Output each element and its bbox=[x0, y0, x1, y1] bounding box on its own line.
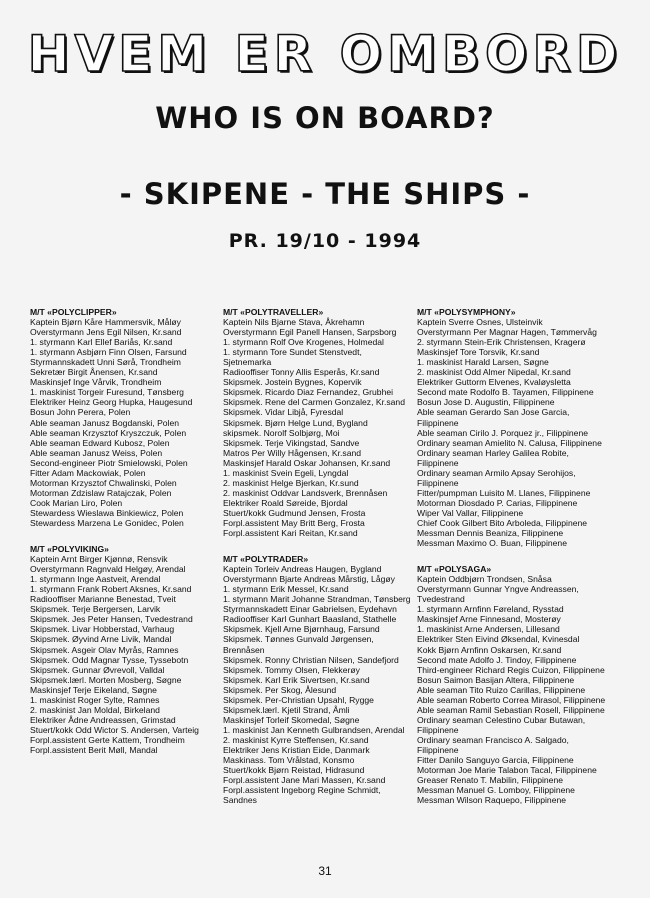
crew-entry: Forpl.assistent May Britt Berg, Frosta bbox=[223, 517, 365, 528]
crew-entry: Maskinsjef Torleif Skomedal, Søgne bbox=[223, 714, 360, 725]
crew-entry: 1. maskinist Arne Andersen, Lillesand bbox=[417, 624, 560, 635]
page-title-english: WHO IS ON BOARD? bbox=[155, 101, 495, 135]
page-number: 31 bbox=[318, 864, 332, 878]
crew-entry: Skipsmek. Terje Bergersen, Larvik bbox=[30, 604, 161, 615]
crew-entry: Able seaman Janusz Bogdanski, Polen bbox=[30, 417, 180, 428]
crew-entry: Skipsmek. Odd Magnar Tysse, Tyssebotn bbox=[30, 654, 189, 665]
crew-entry: Skipsmek. Livar Hobberstad, Varhaug bbox=[30, 624, 175, 635]
crew-entry: 1. styrmann Tore Sundet Stenstvedt, bbox=[223, 347, 362, 358]
crew-entry: 1. styrmann Rolf Ove Krogenes, Holmedal bbox=[223, 337, 384, 348]
crew-entry: Skipsmek.lærl. Kjetil Strand, Åmli bbox=[223, 704, 350, 715]
crew-entry: Second mate Adolfo J. Tindoy, Filippinene bbox=[417, 654, 577, 665]
crew-entry: Radiooffiser Tonny Allis Esperås, Kr.sand bbox=[223, 367, 380, 378]
crew-entry: Messman Dennis Beaniza, Filippinene bbox=[417, 528, 564, 539]
crew-entry: Bosun John Perera, Polen bbox=[30, 407, 131, 418]
crew-entry: Motorman Joe Marie Talabon Tacal, Filippinene bbox=[417, 765, 597, 776]
section-subtitle: - SKIPENE - THE SHIPS - bbox=[119, 177, 531, 211]
crew-entry: Skipsmek. Tønnes Gunvald Jørgensen, bbox=[223, 634, 374, 645]
crew-entry: Matros Per Willy Hågensen, Kr.sand bbox=[223, 447, 362, 458]
crew-entry: 1. styrmann Arnfinn Føreland, Rysstad bbox=[417, 604, 564, 615]
crew-entry: Maskinass. Tom Vrålstad, Konsmo bbox=[223, 755, 355, 766]
crew-entry: skipsmek. Norolf Solbjørg, Moi bbox=[223, 427, 340, 438]
crew-entry: 1. maskinist Harald Larsen, Søgne bbox=[417, 357, 549, 368]
crew-entry: Elektriker Guttorm Elvenes, Kvaløysletta bbox=[417, 377, 571, 388]
crew-entry: Second mate Rodolfo B. Tayamen, Filippinene bbox=[417, 387, 594, 398]
crew-entry: Greaser Renato T. Mabilin, Filippinene bbox=[417, 775, 564, 786]
crew-entry: Maskinsjef Tore Torsvik, Kr.sand bbox=[417, 347, 540, 358]
crew-entry: Ordinary seaman Harley Galilea Robite, bbox=[417, 447, 569, 458]
crew-entry: Skipsmek. Øyvind Arne Livik, Mandal bbox=[30, 634, 172, 645]
crew-entry: Stuert/kokk Bjørn Reistad, Hidrasund bbox=[223, 765, 365, 776]
crew-entry: Sandnes bbox=[223, 795, 257, 806]
crew-entry: Skipsmek. Jostein Bygnes, Kopervik bbox=[223, 377, 362, 388]
crew-entry: Kaptein Torleiv Andreas Haugen, Bygland bbox=[223, 564, 382, 575]
crew-entry: Able seaman Krzysztof Kryszczuk, Polen bbox=[30, 427, 187, 438]
crew-entry: Filippinene bbox=[417, 477, 459, 488]
crew-entry: Skipsmek. Vidar Libjå, Fyresdal bbox=[223, 407, 344, 418]
crew-entry: Stuert/kokk Odd Wictor S. Andersen, Varteig bbox=[30, 724, 199, 735]
crew-entry: Kaptein Arnt Birger Kjønnø, Rensvik bbox=[30, 554, 168, 565]
crew-entry: Overstyrmann Jens Egil Nilsen, Kr.sand bbox=[30, 327, 182, 338]
crew-entry: Skipsmek. Kjell Arne Bjørnhaug, Farsund bbox=[223, 624, 380, 635]
crew-entry: Fitter Adam Mackowiak, Polen bbox=[30, 467, 146, 478]
crew-entry: Skipsmek. Ricardo Diaz Fernandez, Grubhei bbox=[223, 387, 394, 398]
crew-entry: Elektriker Ådne Andreassen, Grimstad bbox=[30, 714, 176, 725]
crew-entry: Fitter Danilo Sanguyo Garcia, Filippinene bbox=[417, 755, 574, 766]
crew-entry: Motorman Diosdado P. Carias, Filippinene bbox=[417, 497, 578, 508]
crew-entry: Elektriker Roald Søreide, Bjordal bbox=[223, 497, 348, 508]
crew-entry: Skipsmek. Jes Peter Hansen, Tvedestrand bbox=[30, 614, 193, 625]
crew-entry: Motorman Krzysztof Chwalinski, Polen bbox=[30, 477, 177, 488]
crew-entry: Radiooffiser Marianne Benestad, Tveit bbox=[30, 594, 176, 605]
ship-name: M/T «POLYCLIPPER» bbox=[30, 307, 117, 317]
ship-block bbox=[223, 554, 413, 805]
crew-entry: 1. maskinist Torgeir Furesund, Tønsberg bbox=[30, 387, 184, 398]
crew-entry: Skipsmek. Terje Vikingstad, Sandve bbox=[223, 437, 360, 448]
crew-entry: Able seaman Tito Ruizo Carillas, Filippinene bbox=[417, 684, 586, 695]
crew-entry: Able seaman Ramil Sebastian Rosell, Filippinene bbox=[417, 704, 605, 715]
ship-name: M/T «POLYSAGA» bbox=[417, 564, 492, 575]
crew-entry: Overstyrmann Per Magnar Hagen, Tømmervåg bbox=[417, 327, 597, 338]
crew-entry: Overstyrmann Egil Panell Hansen, Sarpsborg bbox=[223, 327, 397, 338]
ship-block bbox=[30, 307, 220, 528]
crew-entry: Sekretær Birgit Ånensen, Kr.sand bbox=[30, 367, 158, 378]
crew-entry: Maskinsjef Arne Finnesand, Mosterøy bbox=[417, 614, 561, 625]
crew-entry: 2. maskinist Helge Bjerkan, Kr.sund bbox=[223, 477, 359, 488]
crew-entry: Able seaman Edward Kubosz, Polen bbox=[30, 437, 170, 448]
crew-entry: Ordinary seaman Celestino Cubar Butawan, bbox=[417, 714, 586, 725]
crew-entry: 1. styrmann Frank Robert Aksnes, Kr.sand bbox=[30, 584, 192, 595]
crew-entry: 1. styrmann Asbjørn Finn Olsen, Farsund bbox=[30, 347, 187, 358]
crew-entry: Forpl.assistent Jane Mari Massen, Kr.sand bbox=[223, 775, 386, 786]
crew-entry: Forpl.assistent Kari Reitan, Kr.sand bbox=[223, 528, 358, 539]
crew-entry: Elektriker Sten Eivind Øksendal, Kvinesdal bbox=[417, 634, 580, 645]
crew-entry: Motorman Zdzislaw Ratajczak, Polen bbox=[30, 487, 172, 498]
crew-entry: Bosun Jose D. Augustin, Filippinene bbox=[417, 397, 555, 408]
crew-entry: 2. maskinist Kyrre Steffensen, Kr.sand bbox=[223, 734, 369, 745]
crew-entry: 1. styrmann Marit Johanne Strandman, Tønsberg bbox=[223, 594, 411, 605]
ship-name: M/T «POLYVIKING» bbox=[30, 544, 109, 555]
crew-entry: 1. maskinist Svein Egeli, Lyngdal bbox=[223, 467, 349, 478]
crew-entry: Tvedestrand bbox=[417, 594, 465, 605]
crew-entry: Third-engineer Richard Regis Cuizon, Filippinene bbox=[417, 664, 605, 675]
crew-entry: Skipsmek. Per-Christian Upsahl, Rygge bbox=[223, 694, 374, 705]
crew-entry: Filippinene bbox=[417, 457, 459, 468]
crew-entry: Fitter/pumpman Luisito M. Llanes, Filippinene bbox=[417, 487, 591, 498]
crew-entry: Maskinsjef Inge Vårvik, Trondheim bbox=[30, 377, 162, 388]
crew-entry: 1. styrmann Erik Messel, Kr.sand bbox=[223, 584, 349, 595]
crew-entry: Messman Maximo O. Buan, Filippinene bbox=[417, 538, 567, 549]
page-title-norwegian: HVEM ER OMBORD bbox=[27, 25, 623, 83]
crew-entry: Styrmannskadett Unni Sørå, Trondheim bbox=[30, 357, 181, 368]
crew-entry: Styrmannskadett Einar Gabrielsen, Eydehavn bbox=[223, 604, 397, 615]
crew-entry: Skipsmek. Karl Erik Sivertsen, Kr.sand bbox=[223, 674, 370, 685]
crew-entry: Able seaman Janusz Weiss, Polen bbox=[30, 447, 163, 458]
crew-entry: Brennåsen bbox=[223, 644, 265, 655]
crew-entry: Elektriker Heinz Georg Hupka, Haugesund bbox=[30, 397, 193, 408]
crew-entry: Filippinene bbox=[417, 744, 459, 755]
crew-entry: Able seaman Gerardo San Jose Garcia, bbox=[417, 407, 570, 418]
crew-entry: Second-engineer Piotr Smielowski, Polen bbox=[30, 457, 188, 468]
crew-entry: Ordinary seaman Francisco A. Salgado, bbox=[417, 734, 569, 745]
crew-entry: Skipsmek. Per Skog, Ålesund bbox=[223, 684, 337, 695]
date-line: PR. 19/10 - 1994 bbox=[228, 230, 422, 252]
crew-entry: Messman Manuel G. Lomboy, Filippinene bbox=[417, 785, 575, 796]
ship-block bbox=[30, 544, 220, 755]
crew-entry: 2. maskinist Jan Moldal, Birkeland bbox=[30, 704, 160, 715]
crew-entry: Messman Wilson Raquepo, Filippinene bbox=[417, 795, 567, 806]
crew-entry: Stewardess Marzena Le Gonidec, Polen bbox=[30, 517, 184, 528]
crew-entry: Kaptein Sverre Osnes, Ulsteinvik bbox=[417, 317, 543, 328]
crew-entry: Forpl.assistent Berit Møll, Mandal bbox=[30, 744, 158, 755]
crew-entry: Skipsmek. Ronny Christian Nilsen, Sandefjord bbox=[223, 654, 399, 665]
crew-column-1 bbox=[30, 307, 220, 771]
crew-entry: Skipsmek. Tommy Olsen, Flekkerøy bbox=[223, 664, 360, 675]
crew-entry: Stewardess Wieslawa Binkiewicz, Polen bbox=[30, 507, 184, 518]
crew-entry: 2. styrmann Stein-Erik Christensen, Kragerø bbox=[417, 337, 586, 348]
crew-entry: 1. maskinist Roger Sylte, Ramnes bbox=[30, 694, 160, 705]
ship-name: M/T «POLYTRAVELLER» bbox=[223, 307, 324, 317]
crew-entry: 1. styrmann Inge Aastveit, Arendal bbox=[30, 574, 161, 585]
crew-entry: Skipsmek. Rene del Carmen Gonzalez, Kr.sand bbox=[223, 397, 405, 408]
crew-entry: 1. styrmann Karl Ellef Bariås, Kr.sand bbox=[30, 337, 173, 348]
crew-entry: Able seaman Cirilo J. Porquez jr., Filippinene bbox=[417, 427, 589, 438]
crew-entry: Overstyrmann Bjarte Andreas Mårstig, Lågøy bbox=[223, 574, 395, 585]
crew-entry: Stuert/kokk Gudmund Jensen, Frosta bbox=[223, 507, 366, 518]
crew-entry: Overstyrmann Ragnvald Helgøy, Arendal bbox=[30, 564, 186, 575]
crew-entry: Forpl.assistent Ingeborg Regine Schmidt, bbox=[223, 785, 381, 796]
crew-entry: 2. maskinist Odd Almer Nipedal, Kr.sand bbox=[417, 367, 571, 378]
ship-block bbox=[417, 564, 622, 805]
crew-entry: Filippinene bbox=[417, 417, 459, 428]
ship-block bbox=[417, 307, 622, 548]
ship-block bbox=[223, 307, 413, 538]
crew-entry: Ordinary seaman Armilo Apsay Serohijos, bbox=[417, 467, 576, 478]
crew-entry: Kaptein Oddbjørn Trondsen, Snåsa bbox=[417, 574, 552, 585]
crew-entry: Maskinsjef Harald Oskar Johansen, Kr.sand bbox=[223, 457, 391, 468]
crew-entry: Radiooffiser Karl Gunhart Baasland, Stathelle bbox=[223, 614, 397, 625]
crew-entry: Overstyrmann Gunnar Yngve Andreassen, bbox=[417, 584, 579, 595]
crew-entry: 2. maskinist Oddvar Landsverk, Brennåsen bbox=[223, 487, 388, 498]
crew-column-2 bbox=[223, 307, 413, 821]
crew-entry: Ordinary seaman Amielito N. Calusa, Filippinene bbox=[417, 437, 602, 448]
crew-entry: Kokk Bjørn Arnfinn Oskarsen, Kr.sand bbox=[417, 644, 562, 655]
crew-entry: Filippinene bbox=[417, 724, 459, 735]
crew-entry: Wiper Val Vallar, Filippinene bbox=[417, 507, 524, 518]
crew-entry: Sjetnemarka bbox=[223, 357, 272, 368]
crew-entry: Kaptein Bjørn Kåre Hammersvik, Måløy bbox=[30, 317, 181, 328]
crew-entry: Skipsmek. Bjørn Helge Lund, Bygland bbox=[223, 417, 368, 428]
ship-name: M/T «POLYSYMPHONY» bbox=[417, 307, 516, 317]
ship-name: M/T «POLYTRADER» bbox=[223, 554, 309, 565]
crew-entry: Skipsmek. Asgeir Olav Myrås, Ramnes bbox=[30, 644, 179, 655]
crew-column-3 bbox=[417, 307, 622, 821]
crew-entry: Able seaman Roberto Correa Mirasol, Filippinene bbox=[417, 694, 606, 705]
crew-entry: Maskinsjef Terje Eikeland, Søgne bbox=[30, 684, 157, 695]
crew-entry: Chief Cook Gilbert Bito Arboleda, Filippinene bbox=[417, 517, 588, 528]
crew-entry: Forpl.assistent Gerte Kattem, Trondheim bbox=[30, 734, 185, 745]
crew-entry: Skipsmek. Gunnar Øvrevoll, Valldal bbox=[30, 664, 165, 675]
crew-entry: Cook Marian Liro, Polen bbox=[30, 497, 123, 508]
crew-entry: Bosun Saimon Basijan Altera, Filippinene bbox=[417, 674, 575, 685]
crew-entry: 1. maskinist Jan Kenneth Gulbrandsen, Arendal bbox=[223, 724, 405, 735]
crew-entry: Kaptein Nils Bjarne Stava, Åkrehamn bbox=[223, 317, 365, 328]
crew-entry: Skipsmek.lærl. Morten Mosberg, Søgne bbox=[30, 674, 182, 685]
crew-entry: Elektriker Jens Kristian Eide, Danmark bbox=[223, 744, 370, 755]
